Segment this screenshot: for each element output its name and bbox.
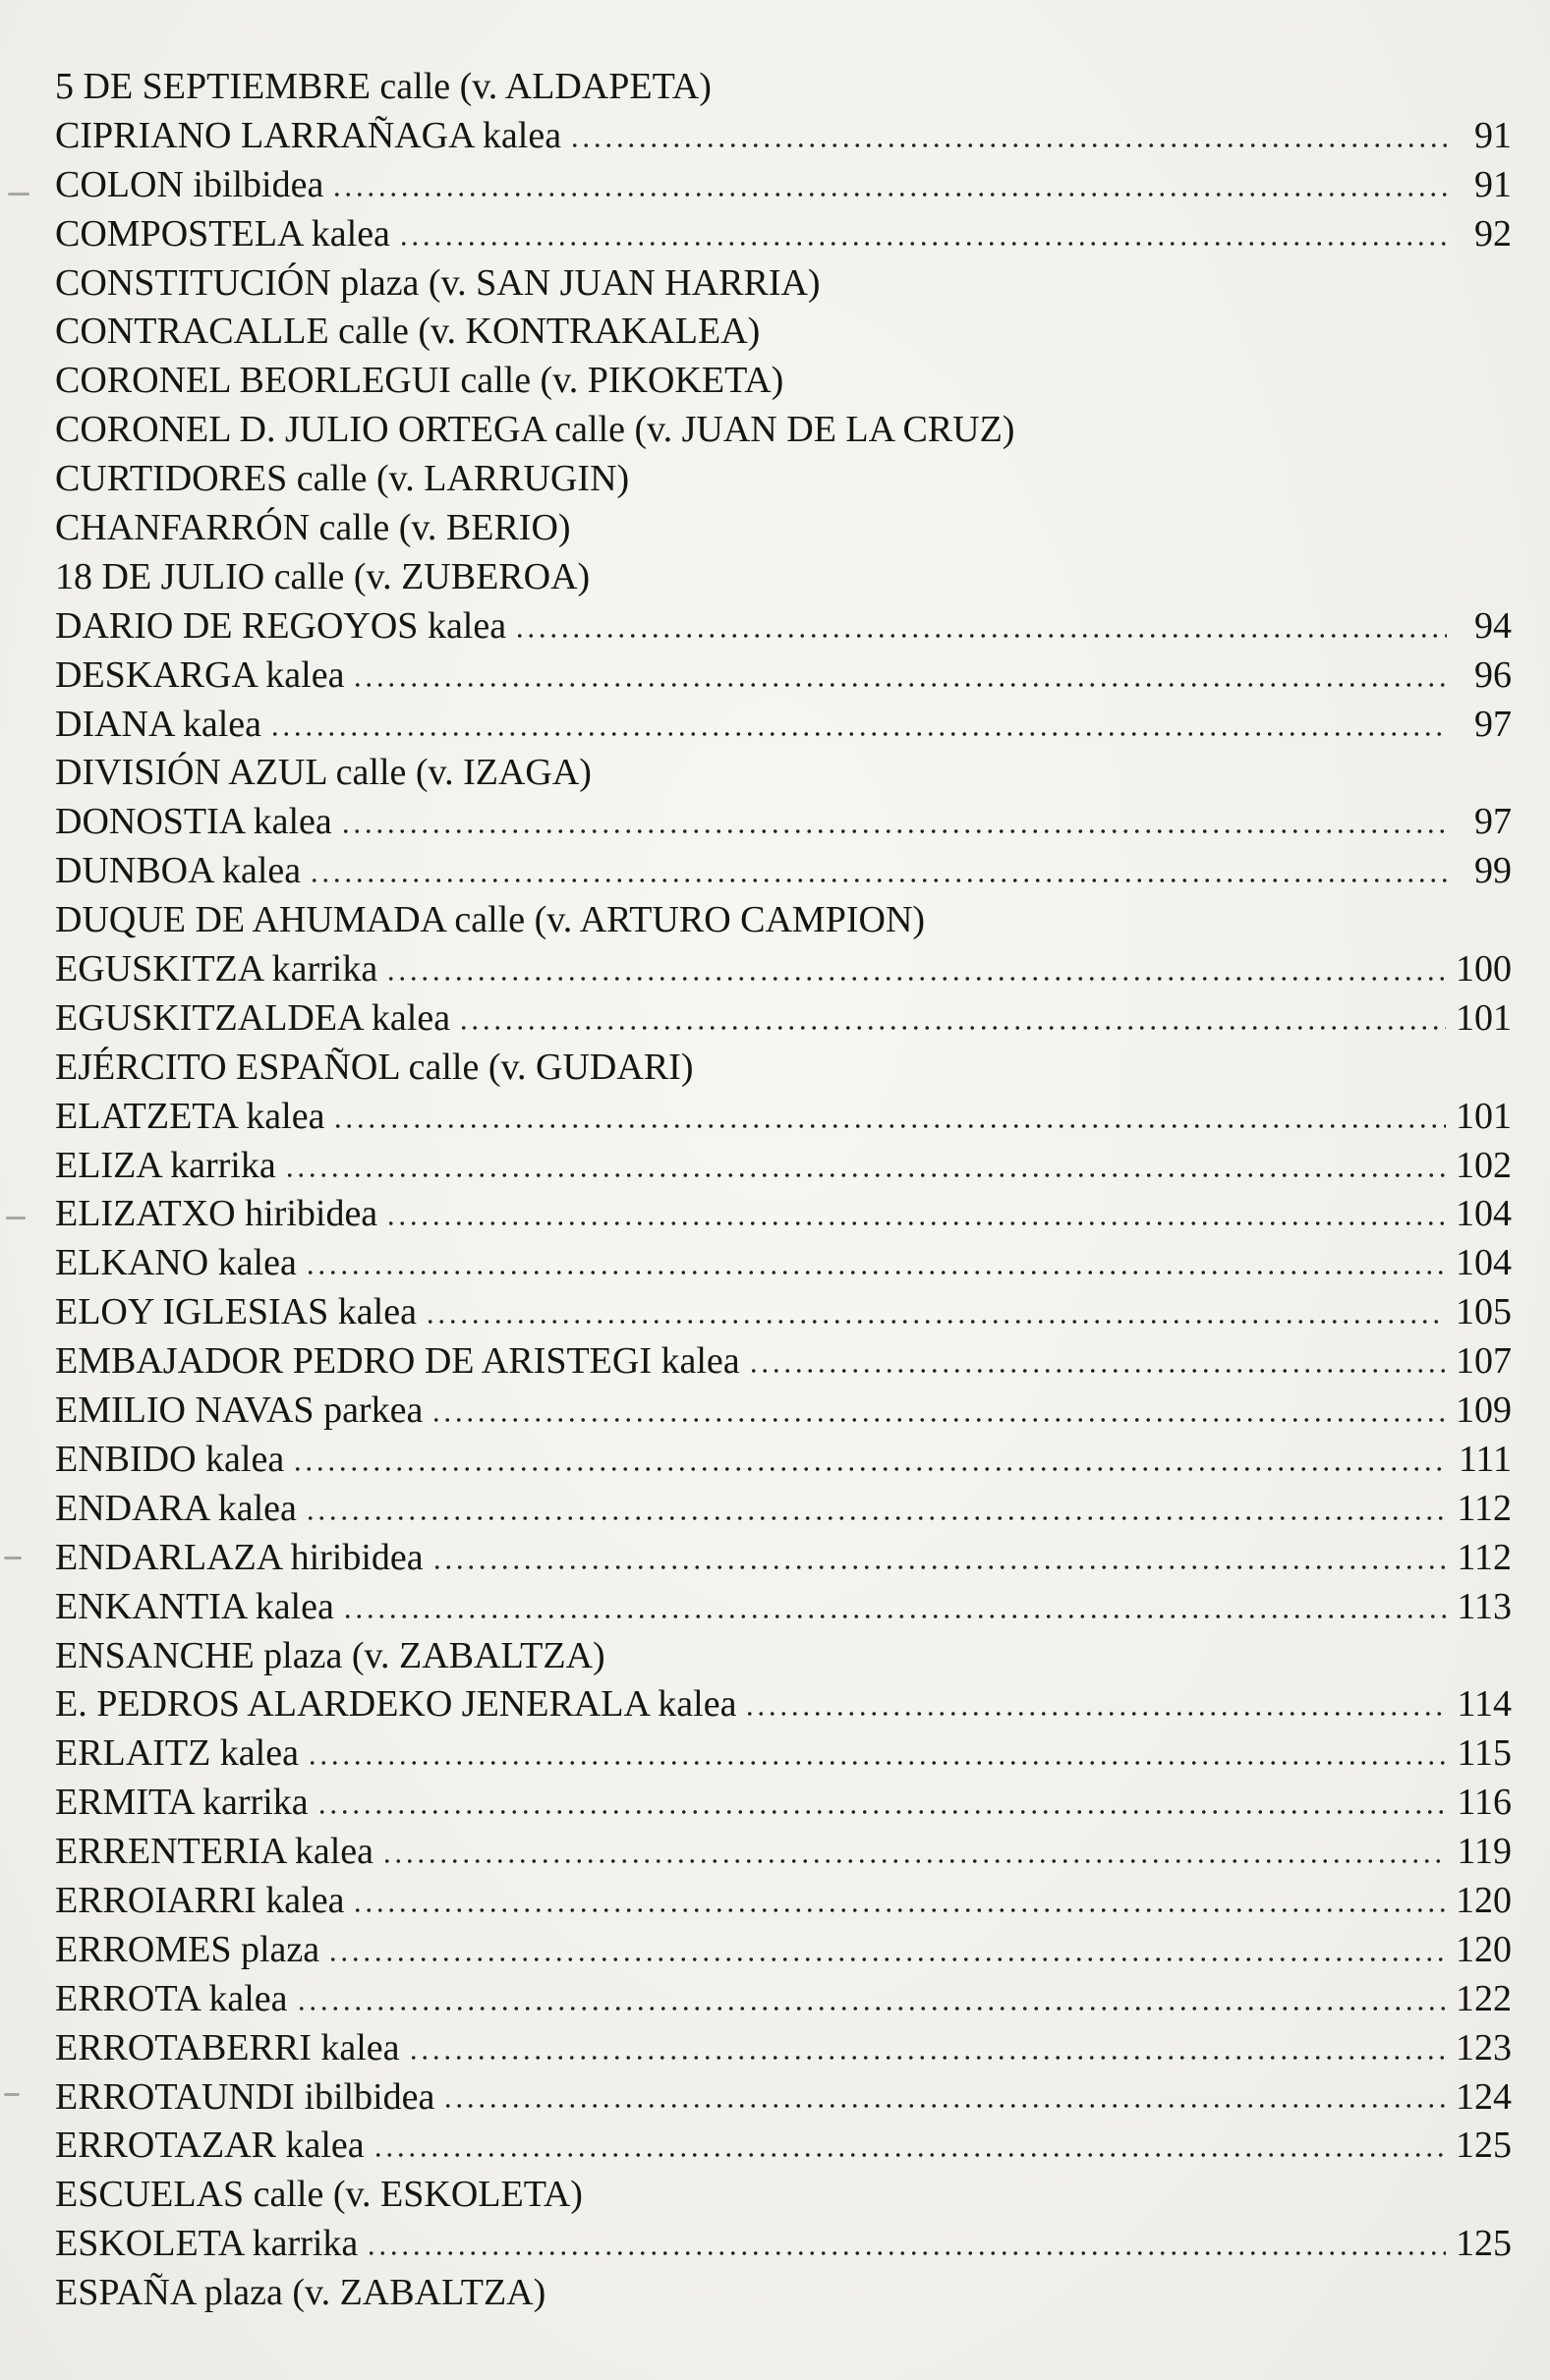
index-entry	[55, 1583, 1512, 1632]
index-entry	[55, 847, 1512, 896]
index-entry	[55, 1877, 1512, 1926]
street-index-list	[55, 63, 1512, 2318]
entry-name: ERRENTERIA kalea	[55, 1831, 373, 1873]
entry-name: ENDARLAZA hiribidea	[55, 1536, 424, 1578]
page-number: 97	[1474, 801, 1512, 843]
index-entry	[55, 2073, 1512, 2123]
entry-name: ERROIARRI kalea	[55, 1879, 345, 1921]
index-entry	[55, 161, 1512, 210]
index-entry	[55, 1828, 1512, 1877]
page-number: 119	[1457, 1831, 1512, 1873]
index-entry	[55, 1288, 1512, 1337]
index-entry	[55, 1975, 1512, 2024]
page-number: 91	[1474, 114, 1512, 156]
dot-leader	[514, 633, 1447, 639]
page-number: 101	[1456, 1095, 1512, 1137]
entry-name: ESKOLETA karrika	[55, 2223, 359, 2265]
entry-name: ENSANCHE plaza (v. ZABALTZA)	[55, 1634, 605, 1676]
dot-leader	[352, 1907, 1446, 1913]
page-number: 100	[1456, 948, 1512, 991]
index-entry	[55, 945, 1512, 994]
dot-leader	[296, 2006, 1446, 2012]
entry-name: DESKARGA kalea	[55, 653, 345, 696]
dot-leader	[366, 2250, 1446, 2256]
page-number: 99	[1474, 850, 1512, 892]
entry-name: 18 DE JULIO calle (v. ZUBEROA)	[55, 555, 591, 597]
page-number: 112	[1457, 1487, 1512, 1529]
entry-name: ERROTAZAR kalea	[55, 2125, 365, 2167]
index-entry	[55, 2122, 1512, 2171]
index-entry	[55, 1680, 1512, 1729]
dot-leader	[340, 828, 1447, 834]
index-entry	[55, 1337, 1512, 1387]
page-number: 104	[1456, 1193, 1512, 1235]
dot-leader	[744, 1711, 1447, 1717]
entry-name: ENBIDO kalea	[55, 1438, 285, 1480]
index-entry	[55, 1093, 1512, 1142]
index-entry	[55, 1926, 1512, 1975]
dot-leader	[385, 976, 1446, 982]
page-number: 109	[1456, 1389, 1512, 1432]
index-entry	[55, 1632, 1512, 1681]
entry-name: ERROTAUNDI ibilbidea	[55, 2075, 435, 2118]
page-number: 111	[1458, 1438, 1512, 1480]
entry-name: ERLAITZ kalea	[55, 1732, 299, 1775]
stray-mark	[6, 1217, 26, 1219]
entry-name: COLON ibilbidea	[55, 163, 324, 205]
index-entry	[55, 1729, 1512, 1779]
page-number: 123	[1456, 2026, 1512, 2068]
page-number: 102	[1456, 1144, 1512, 1186]
dot-leader	[381, 1858, 1447, 1864]
index-entry	[55, 308, 1512, 357]
entry-name: 5 DE SEPTIEMBRE calle (v. ALDAPETA)	[55, 66, 712, 107]
entry-name: ENDARA kalea	[55, 1487, 297, 1529]
page-number: 113	[1457, 1585, 1512, 1627]
dot-leader	[425, 1319, 1446, 1325]
index-entry	[55, 749, 1512, 798]
index-entry	[55, 994, 1512, 1044]
index-entry	[55, 1534, 1512, 1583]
entry-name: DUQUE DE AHUMADA calle (v. ARTURO CAMPION)	[55, 899, 926, 941]
index-entry	[55, 701, 1512, 750]
page-number: 101	[1456, 996, 1512, 1039]
page-number: 125	[1456, 2223, 1512, 2265]
entry-name: ELIZA karrika	[55, 1144, 276, 1186]
index-entry	[55, 112, 1512, 161]
entry-name: DIVISIÓN AZUL calle (v. IZAGA)	[55, 752, 592, 794]
entry-name: ELOY IGLESIAS kalea	[55, 1291, 417, 1333]
index-entry	[55, 210, 1512, 259]
dot-leader	[284, 1172, 1446, 1178]
index-entry	[55, 652, 1512, 701]
dot-leader	[309, 878, 1447, 883]
dot-leader	[373, 2152, 1446, 2158]
index-entry	[55, 553, 1512, 602]
entry-name: ERMITA karrika	[55, 1782, 309, 1824]
index-entry	[55, 1436, 1512, 1485]
index-entry	[55, 1779, 1512, 1828]
page-number: 92	[1474, 212, 1512, 255]
entry-name: COMPOSTELA kalea	[55, 212, 390, 255]
index-entry	[55, 602, 1512, 652]
dot-leader	[431, 1417, 1446, 1423]
index-entry	[55, 357, 1512, 406]
page-number: 115	[1457, 1732, 1512, 1775]
index-entry	[55, 406, 1512, 455]
entry-name: DARIO DE REGOYOS kalea	[55, 604, 507, 647]
entry-name: EMBAJADOR PEDRO DE ARISTEGI kalea	[55, 1340, 740, 1383]
index-entry	[55, 504, 1512, 553]
page-number: 104	[1456, 1242, 1512, 1284]
dot-leader	[442, 2103, 1446, 2109]
entry-name: ELKANO kalea	[55, 1242, 297, 1284]
page-number: 120	[1456, 1879, 1512, 1921]
entry-name: DONOSTIA kalea	[55, 801, 332, 843]
dot-leader	[748, 1368, 1446, 1374]
entry-name: CONTRACALLE calle (v. KONTRAKALEA)	[55, 311, 761, 353]
entry-name: ERROTABERRI kalea	[55, 2026, 400, 2068]
dot-leader	[332, 1123, 1446, 1129]
dot-leader	[342, 1614, 1447, 1619]
page-number: 105	[1456, 1291, 1512, 1333]
entry-name: DIANA kalea	[55, 703, 261, 745]
page-number: 124	[1456, 2075, 1512, 2118]
entry-name: ELATZETA kalea	[55, 1095, 325, 1137]
index-entry	[55, 2269, 1512, 2318]
page-number: 91	[1474, 163, 1512, 205]
index-entry	[55, 63, 1512, 112]
index-entry	[55, 1387, 1512, 1436]
index-entry	[55, 2220, 1512, 2269]
index-entry	[55, 2024, 1512, 2073]
index-entry	[55, 896, 1512, 945]
index-entry	[55, 798, 1512, 847]
index-entry	[55, 1239, 1512, 1288]
entry-name: CHANFARRÓN calle (v. BERIO)	[55, 507, 571, 549]
entry-name: EJÉRCITO ESPAÑOL calle (v. GUDARI)	[55, 1046, 694, 1088]
dot-leader	[331, 192, 1447, 198]
entry-name: CIPRIANO LARRAÑAGA kalea	[55, 114, 562, 156]
stray-mark	[8, 193, 29, 196]
page-number: 120	[1456, 1928, 1512, 1970]
index-entry	[55, 455, 1512, 504]
index-entry	[55, 2171, 1512, 2220]
entry-name: ERROMES plaza	[55, 1928, 320, 1970]
entry-name: ESPAÑA plaza (v. ZABALTZA)	[55, 2272, 546, 2314]
entry-name: CORONEL D. JULIO ORTEGA calle (v. JUAN DE LA CRUZ)	[55, 409, 1015, 451]
entry-name: ENKANTIA kalea	[55, 1585, 334, 1627]
dot-leader	[316, 1809, 1447, 1815]
page-number: 112	[1457, 1536, 1512, 1578]
page-number: 94	[1474, 604, 1512, 647]
dot-leader	[431, 1564, 1447, 1570]
entry-name: DUNBOA kalea	[55, 850, 302, 892]
entry-name: EGUSKITZA karrika	[55, 948, 378, 991]
entry-name: CORONEL BEORLEGUI calle (v. PIKOKETA)	[55, 360, 784, 402]
page-number: 122	[1456, 1977, 1512, 2019]
page-number: 125	[1456, 2125, 1512, 2167]
entry-name: EMILIO NAVAS parkea	[55, 1389, 424, 1432]
entry-name: ESCUELAS calle (v. ESKOLETA)	[55, 2174, 583, 2216]
index-entry	[55, 1044, 1512, 1093]
stray-mark	[4, 1557, 22, 1559]
page-number: 97	[1474, 703, 1512, 745]
dot-leader	[269, 731, 1447, 737]
dot-leader	[569, 142, 1447, 148]
entry-name: EGUSKITZALDEA kalea	[55, 996, 451, 1039]
entry-name: ERROTA kalea	[55, 1977, 288, 2019]
index-entry	[55, 1485, 1512, 1534]
index-entry	[55, 1142, 1512, 1191]
entry-name: ELIZATXO hiribidea	[55, 1193, 378, 1235]
dot-leader	[352, 682, 1447, 688]
dot-leader	[408, 2055, 1446, 2061]
page-number: 96	[1474, 653, 1512, 696]
page-number: 116	[1457, 1782, 1512, 1824]
dot-leader	[307, 1760, 1447, 1766]
entry-name: CONSTITUCIÓN plaza (v. SAN JUAN HARRIA)	[55, 261, 821, 304]
dot-leader	[458, 1025, 1446, 1031]
page-number: 114	[1457, 1683, 1512, 1726]
dot-leader	[327, 1956, 1446, 1962]
index-entry	[55, 259, 1512, 309]
entry-name: CURTIDORES calle (v. LARRUGIN)	[55, 458, 630, 500]
index-entry	[55, 1190, 1512, 1239]
dot-leader	[292, 1466, 1447, 1472]
page-number: 107	[1456, 1340, 1512, 1383]
dot-leader	[305, 1270, 1446, 1275]
stray-mark	[4, 2093, 20, 2096]
dot-leader	[305, 1515, 1447, 1521]
dot-leader	[398, 241, 1447, 247]
dot-leader	[385, 1220, 1446, 1226]
entry-name: E. PEDROS ALARDEKO JENERALA kalea	[55, 1683, 737, 1726]
